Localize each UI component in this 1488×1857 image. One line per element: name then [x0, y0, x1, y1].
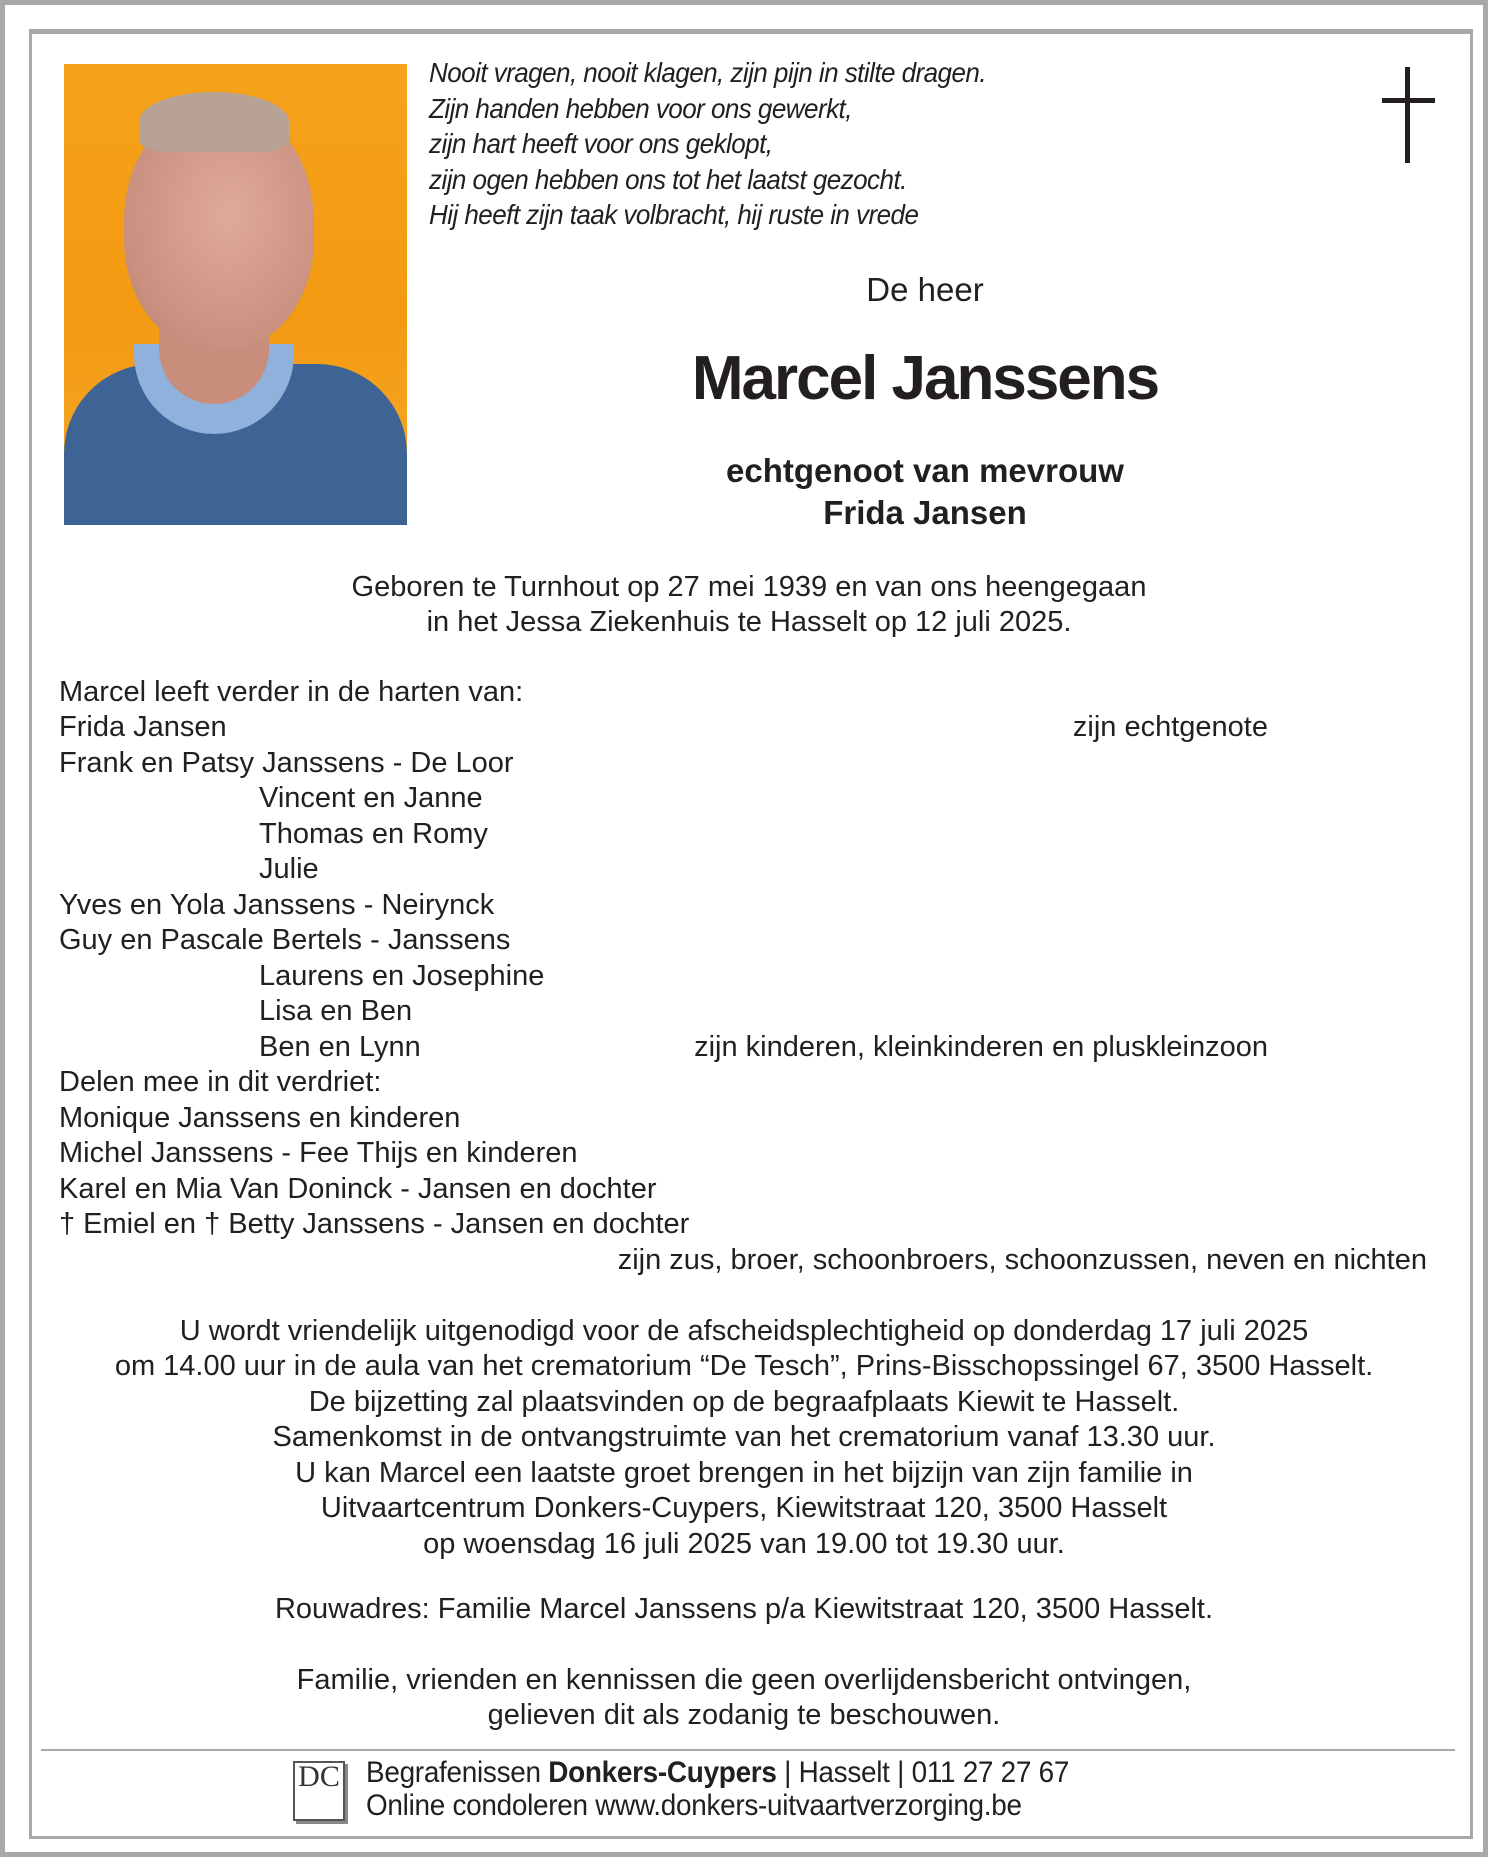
closing-line: Familie, vrienden en kennissen die geen overlijdensbericht ontvingen,: [296, 1664, 1192, 1696]
closing-line: gelieven dit als zodanig te beschouwen.: [487, 1699, 1001, 1731]
invitation-line: De bijzetting zal plaatsvinden op de begraafplaats Kiewit te Hasselt.: [308, 1386, 1180, 1418]
family-intro: Marcel leeft verder in de harten van:: [59, 676, 524, 708]
family-line: Karel en Mia Van Doninck - Jansen en dochter: [59, 1173, 657, 1205]
footer-phone: 011 27 27 67: [911, 1756, 1070, 1789]
portrait-photo: [64, 64, 407, 525]
family-line: Vincent en Janne: [259, 782, 483, 814]
relation-spouse: zijn echtgenote: [1072, 711, 1268, 743]
funeral-home-logo: DC: [293, 1761, 345, 1821]
poem-line: Hij heeft zijn taak volbracht, hij ruste in vrede: [429, 199, 919, 230]
poem-line: zijn ogen hebben ons tot het laatst gezocht.: [429, 164, 907, 195]
family-line: Guy en Pascale Bertels - Janssens: [59, 924, 511, 956]
invitation-line: op woensdag 16 juli 2025 van 19.00 tot 19.30 uur.: [423, 1528, 1065, 1560]
mourning-address: Rouwadres: Familie Marcel Janssens p/a Kiewitstraat 120, 3500 Hasselt.: [274, 1593, 1214, 1625]
footer-online-label: Online condoleren: [366, 1789, 588, 1822]
footer-online-line: [366, 1789, 1022, 1823]
relation-children: zijn kinderen, kleinkinderen en pluskleinzoon: [694, 1031, 1268, 1063]
birth-line: Geboren te Turnhout op 27 mei 1939 en van ons heengegaan: [351, 571, 1147, 603]
footer-company-line: [366, 1756, 1069, 1790]
family-line: Frida Jansen: [59, 711, 227, 743]
family-line: Thomas en Romy: [259, 818, 488, 850]
family-line: † Emiel en † Betty Janssens - Jansen en dochter: [59, 1208, 690, 1240]
invitation-line: Uitvaartcentrum Donkers-Cuypers, Kiewitstraat 120, 3500 Hasselt: [320, 1492, 1168, 1524]
family-line: Delen mee in dit verdriet:: [59, 1066, 382, 1098]
family-line: Michel Janssens - Fee Thijs en kinderen: [59, 1137, 578, 1169]
family-line: Ben en Lynn: [259, 1031, 421, 1063]
invitation-line: U wordt vriendelijk uitgenodigd voor de afscheidsplechtigheid op donderdag 17 juli 2025: [179, 1315, 1309, 1347]
footer-company: Donkers-Cuypers: [548, 1756, 777, 1789]
salutation: De heer: [866, 271, 984, 308]
footer-prefix: Begrafenissen: [366, 1756, 541, 1789]
poem-line: Nooit vragen, nooit klagen, zijn pijn in stilte dragen.: [429, 57, 987, 88]
family-line: Yves en Yola Janssens - Neirynck: [59, 889, 495, 921]
relation-siblings: zijn zus, broer, schoonbroers, schoonzussen, neven en nichten: [617, 1244, 1427, 1276]
obituary-page: [5, 5, 1483, 1852]
family-line: Laurens en Josephine: [259, 960, 545, 992]
footer-city: | Hasselt |: [784, 1756, 905, 1789]
poem-line: Zijn handen hebben voor ons gewerkt,: [429, 93, 852, 124]
invitation-line: U kan Marcel een laatste groet brengen in het bijzijn van zijn familie in: [295, 1457, 1193, 1489]
family-line: Frank en Patsy Janssens - De Loor: [59, 747, 514, 779]
spouse-name: Frida Jansen: [823, 494, 1027, 531]
spouse-line: echtgenoot van mevrouw: [726, 452, 1124, 489]
family-line: Lisa en Ben: [259, 995, 413, 1027]
footer-divider: [41, 1749, 1455, 1751]
invitation-line: Samenkomst in de ontvangstruimte van het crematorium vanaf 13.30 uur.: [272, 1421, 1216, 1453]
family-line: Julie: [259, 853, 319, 885]
deceased-name: Marcel Janssens: [691, 344, 1159, 413]
birth-line: in het Jessa Ziekenhuis te Hasselt op 12 juli 2025.: [426, 606, 1072, 638]
family-line: Monique Janssens en kinderen: [59, 1102, 461, 1134]
footer-website-link[interactable]: www.donkers-uitvaartverzorging.be: [595, 1789, 1022, 1822]
invitation-line: om 14.00 uur in de aula van het crematorium “De Tesch”, Prins-Bisschopssingel 67, 3500 Hasselt.: [114, 1350, 1374, 1382]
poem-line: zijn hart heeft voor ons geklopt,: [429, 128, 773, 159]
